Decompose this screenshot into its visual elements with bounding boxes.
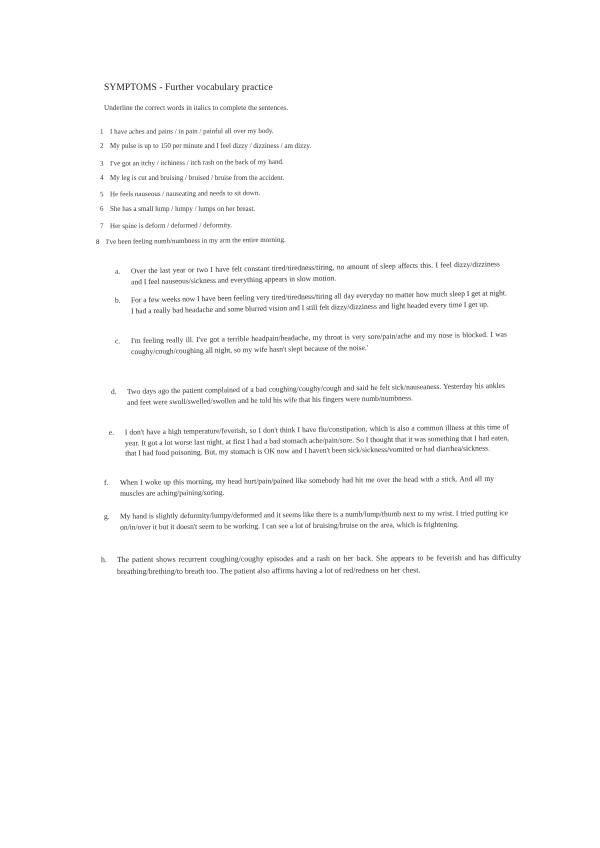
paragraph-c: [115, 330, 507, 358]
paragraph-text: For a few weeks now I have been feeling very tired/tiredness/tiring all day everyday no matter how much sleep I get at night. I had a really bad headache and some blurred vision and I still felt dizzy/dizziness and light headed every time I get up.: [130, 288, 507, 315]
sentence-text: I've got an itchy / itchiness / itch rash on the back of my hand.: [109, 157, 284, 168]
paragraph-letter: b.: [114, 295, 121, 305]
sentence-text: My pulse is up to 150 per minute and I feel dizzy / dizziness / am dizzy.: [110, 142, 312, 151]
sentence-text: She has a small lump / lumpy / lumps on her breast.: [110, 204, 256, 213]
sentence-item: [100, 201, 430, 217]
sentence-number: 4: [100, 173, 104, 182]
paragraph-d: [111, 381, 505, 408]
sentence-text: My leg is cut and bruising / bruised / bruise from the accident.: [110, 173, 285, 182]
paragraph-letter: d.: [110, 387, 117, 397]
sentence-text: Her spine is deform / deformed / deformity.: [109, 220, 233, 230]
paragraph-h: [101, 552, 521, 578]
sentence-item: [100, 122, 430, 139]
sentence-number: 3: [99, 159, 104, 168]
paragraph-letter: a.: [114, 266, 121, 276]
paragraph-letter: e.: [108, 427, 115, 437]
paragraph-letter: g.: [103, 511, 110, 521]
sentence-number: 6: [100, 204, 104, 213]
sentence-text: I have aches and pains / in pain / painful all over my body.: [109, 126, 274, 136]
paragraph-g: [104, 508, 508, 533]
paragraph-b: [115, 288, 507, 317]
sentence-number: 2: [100, 142, 104, 151]
paragraph-f: [104, 474, 494, 499]
paragraph-a: [115, 259, 500, 287]
paragraph-letter: h.: [100, 555, 107, 565]
paragraph-text: I'm feeling really ill. I've got a terrible headpain/headache, my throat is very sore/pain/ache and my nose is blocked. I was coughy/cough/coughing all night, so my wife hasn't slept because of the noise.': [130, 329, 507, 356]
sentence-list: [95, 123, 430, 248]
page-title: SYMPTOMS - Further vocabulary practice: [104, 83, 273, 93]
sentence-number: 5: [99, 190, 104, 199]
sentence-text: He feels nauseous / nauseating and needs to sit down.: [109, 189, 261, 199]
paragraph-text: Over the last year or two I have felt constant tired/tiredness/tiring, no amount of sleep affects this. I feel dizzy/dizziness and I feel nauseous/sickness and everything appears in slow motion.: [130, 259, 500, 286]
paragraph-text: I don't have a high temperature/feverish, so I don't think I have flu/constipation, which is also a common illness at this time of year. It got a lot worse last night, at first I had a bad stomach ache/pain/sore. So I thought that it was something that I had eaten, that I had food poisoning. But, my stomach is OK now and I haven't been sick/sickness/vomited or had diarrhea/sickness.: [124, 422, 510, 458]
paragraph-text: The patient shows recurrent coughing/coughy episodes and a rash on her back. She appears to be feverish and has difficulty breathing/brething/to breath too. The patient also affirms having a lot of red/redness on her chest.: [116, 552, 521, 577]
sentence-item: [96, 230, 430, 250]
sentence-number: 1: [99, 127, 104, 136]
sentence-number: 7: [99, 221, 104, 230]
sentence-text: I've been feeling numb/numbness in my arm the entire morning.: [105, 235, 286, 246]
sentence-number: 8: [95, 237, 100, 246]
paragraph-text: When I woke up this morning, my head hurt/pain/pained like somebody had hit me over the head with a stick. And all my muscles are aching/paining/soring.: [119, 473, 494, 498]
sentence-item: [100, 152, 430, 171]
paragraph-text: My hand is slightly deformity/lumpy/deformed and it seems like there is a numb/lump/thumb next to my wrist. I tried putting ice on/in/over it but it doesn't seem to be working. I can see a lot of bruising/bruise on the area, which is frightening.: [119, 508, 508, 532]
paragraph-letter: f.: [103, 477, 109, 488]
paragraph-text: Two days ago the patient complained of a bad coughing/coughy/cough and said he felt sick/nauseaness. Yesterday his ankles and feet were swoll/swelled/swollen and he told his wife that his fingers were numb/numbness.: [126, 380, 505, 407]
sentence-item: [100, 184, 430, 202]
instructions: Underline the correct words in italics to complete the sentences.: [104, 104, 289, 112]
paragraph-letter: c.: [114, 336, 121, 346]
paragraph-e: [109, 422, 509, 459]
